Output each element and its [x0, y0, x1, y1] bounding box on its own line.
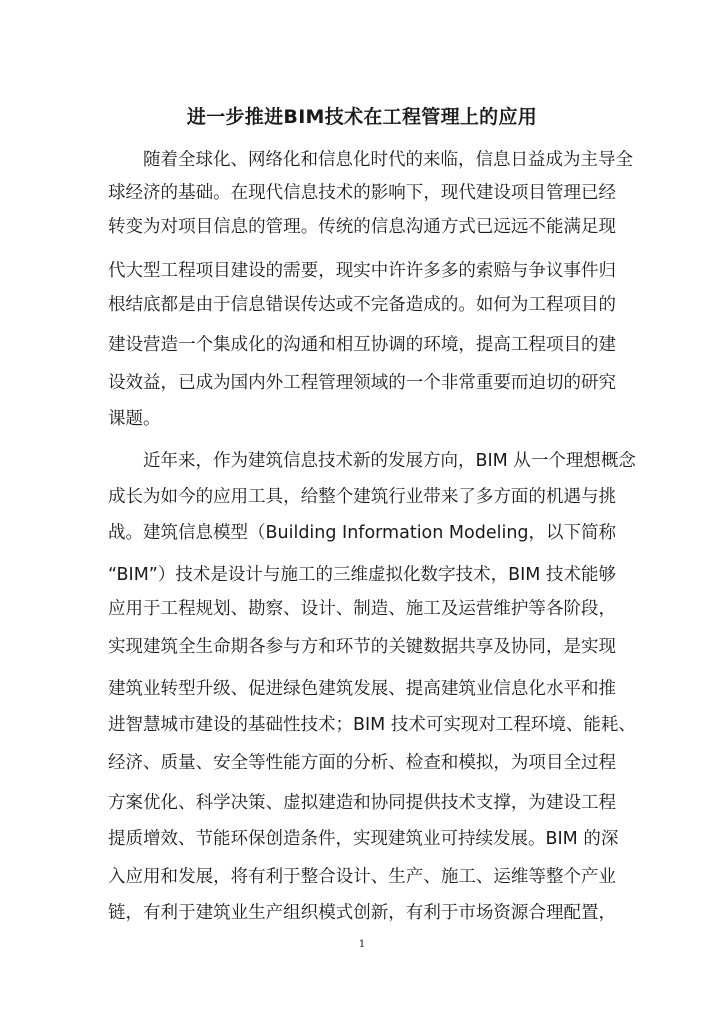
- paragraph-line: 建筑业转型升级、促进绿色建筑发展、提高建筑业信息化水平和推: [108, 679, 616, 699]
- document-title: 进一步推进BIM技术在工程管理上的应用: [186, 106, 538, 128]
- paragraph-line: 根结底都是由于信息错误传达或不完备造成的。如何为工程项目的: [108, 295, 616, 315]
- paragraph-line: 课题。: [108, 409, 161, 429]
- paragraph-line: 建设营造一个集成化的沟通和相互协调的环境，提高工程项目的建: [108, 335, 616, 355]
- paragraph-line: 进智慧城市建设的基础性技术；BIM 技术可实现对工程环境、能耗、: [108, 715, 636, 735]
- paragraph-line: 入应用和发展，将有利于整合设计、生产、施工、运维等整个产业: [108, 867, 616, 887]
- paragraph-line: 提质增效、节能环保创造条件，实现建筑业可持续发展。BIM 的深: [108, 829, 619, 849]
- paragraph-line: 代大型工程项目建设的需要，现实中许许多多的索赔与争议事件归: [108, 261, 616, 281]
- paragraph-line: 成长为如今的应用工具，给整个建筑行业带来了多方面的机遇与挑: [108, 487, 616, 507]
- paragraph-line: 球经济的基础。在现代信息技术的影响下，现代建设项目管理已经: [108, 183, 616, 203]
- paragraph-line: 近年来，作为建筑信息技术新的发展方向，BIM 从一个理想概念: [143, 451, 636, 471]
- paragraph-line: 设效益，已成为国内外工程管理领域的一个非常重要而迫切的研究: [108, 373, 616, 393]
- paragraph-line: 链，有利于建筑业生产组织模式创新，有利于市场资源合理配置，: [108, 903, 616, 923]
- paragraph-line: 经济、质量、安全等性能方面的分析、检查和模拟，为项目全过程: [108, 753, 616, 773]
- page-number: 1: [358, 939, 366, 950]
- paragraph-line: 随着全球化、网络化和信息化时代的来临，信息日益成为主导全: [143, 150, 633, 170]
- paragraph-line: 战。建筑信息模型（Building Information Modeling，以下简称: [108, 523, 617, 543]
- paragraph-line: 实现建筑全生命期各参与方和环节的关键数据共享及协同，是实现: [108, 637, 616, 657]
- paragraph-line: 方案优化、科学决策、虚拟建造和协同提供技术支撑，为建设工程: [108, 793, 616, 813]
- paragraph-line: 应用于工程规划、勘察、设计、制造、施工及运营维护等各阶段，: [108, 599, 616, 619]
- paragraph-line: 转变为对项目信息的管理。传统的信息沟通方式已远远不能满足现: [108, 217, 616, 237]
- paragraph-line: “BIM”）技术是设计与施工的三维虚拟化数字技术，BIM 技术能够: [108, 565, 616, 585]
